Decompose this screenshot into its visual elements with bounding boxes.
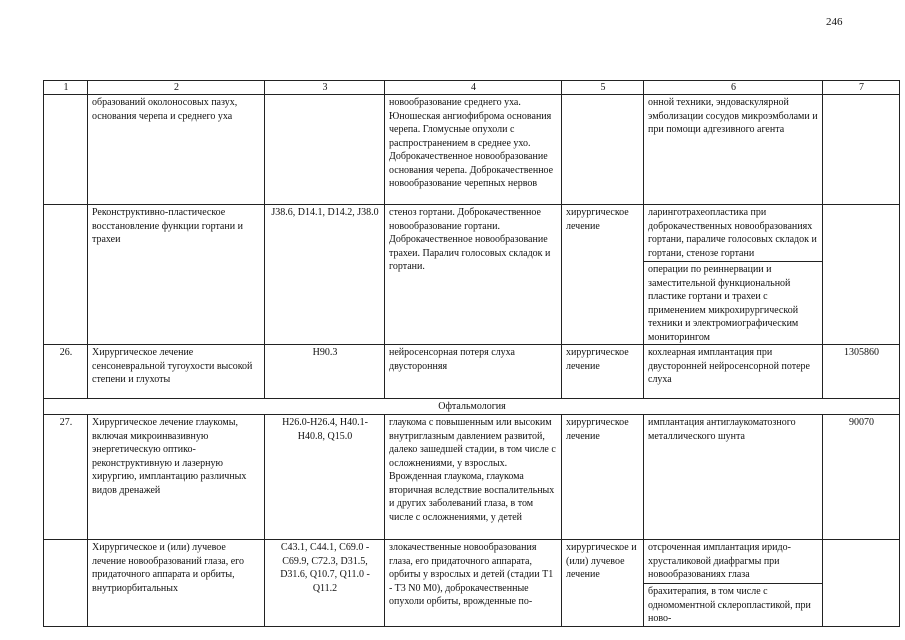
row-number-cell	[44, 205, 88, 345]
section-header-row	[44, 399, 900, 415]
row-number-cell: 26.	[44, 345, 88, 399]
diagnosis-cell: стеноз гортани. Доброкачественное новообразование гортани. Доброкачественное новообразование трахеи. Паралич голосовых складок и гортани.	[385, 205, 562, 345]
treatment-profile-cell: образований околоносовых пазух, основания черепа и среднего уха	[88, 95, 265, 205]
table-row	[44, 205, 900, 262]
treatment-profile-cell: Хирургическое и (или) лучевое лечение новообразований глаза, его придаточного аппарата и орбиты, внутриорбитальных	[88, 540, 265, 627]
row-number-cell: 27.	[44, 415, 88, 540]
page-number: 246	[826, 16, 843, 28]
table-row	[44, 415, 900, 540]
icd-codes-cell: H90.3	[265, 345, 385, 399]
row-number-cell	[44, 540, 88, 627]
table-row	[44, 540, 900, 584]
column-number: 2	[88, 81, 265, 95]
table-row	[44, 95, 900, 205]
treatment-type-cell: хирургическое лечение	[562, 205, 644, 345]
icd-codes-cell: J38.6, D14.1, D14.2, J38.0	[265, 205, 385, 345]
treatment-type-cell: хирургическое лечение	[562, 415, 644, 540]
column-number-header-row	[44, 81, 900, 95]
cost-cell	[823, 205, 900, 345]
diagnosis-cell: глаукома с повышенным или высоким внутриглазным давлением развитой, далеко зашедшей стадии, в том числе с осложнениями, у взрослых. Врожденная глаукома, глаукома вторичная вследствие воспалительных и других заболеваний глаза, в том числе с осложнениями, у детей	[385, 415, 562, 540]
column-number: 4	[385, 81, 562, 95]
icd-codes-cell: C43.1, C44.1, C69.0 - C69.9, C72.3, D31.5, D31.6, Q10.7, Q11.0 - Q11.2	[265, 540, 385, 627]
cost-cell: 1305860	[823, 345, 900, 399]
method-cell: имплантация антиглаукоматозного металлического шунта	[644, 415, 823, 540]
icd-codes-cell	[265, 95, 385, 205]
medical-procedures-table	[43, 80, 900, 627]
column-number: 1	[44, 81, 88, 95]
treatment-type-cell	[562, 95, 644, 205]
diagnosis-cell: нейросенсорная потеря слуха двусторонняя	[385, 345, 562, 399]
method-cell: отсроченная имплантация иридо-хрусталиковой диафрагмы при новообразованиях глаза	[644, 540, 823, 584]
treatment-profile-cell: Хирургическое лечение глаукомы, включая микроинвазивную энергетическую оптико-реконструктивную и лазерную хирургию, имплантацию различных видов дренажей	[88, 415, 265, 540]
diagnosis-cell: новообразование среднего уха. Юношеская ангиофиброма основания черепа. Гломусные опухоли с распространением в среднее ухо. Доброкачественное новообразование основания черепа. Доброкачественное новообразование черепных нервов	[385, 95, 562, 205]
cost-cell	[823, 95, 900, 205]
method-cell: онной техники, эндоваскулярной эмболизации сосудов микроэмболами и при помощи адгезивного агента	[644, 95, 823, 205]
column-number: 7	[823, 81, 900, 95]
table-row	[44, 345, 900, 399]
method-cell: ларинготрахеопластика при доброкачественных новообразованиях гортани, параличе голосовых складок и гортани, стенозе гортани	[644, 205, 823, 262]
cost-cell	[823, 540, 900, 627]
treatment-profile-cell: Хирургическое лечение сенсоневральной тугоухости высокой степени и глухоты	[88, 345, 265, 399]
icd-codes-cell: H26.0-H26.4, H40.1-H40.8, Q15.0	[265, 415, 385, 540]
section-title: Офтальмология	[44, 399, 900, 415]
treatment-type-cell: хирургическое и (или) лучевое лечение	[562, 540, 644, 627]
column-number: 6	[644, 81, 823, 95]
column-number: 3	[265, 81, 385, 95]
method-cell: брахитерапия, в том числе с одномоментной склеропластикой, при ново-	[644, 584, 823, 627]
treatment-type-cell: хирургическое лечение	[562, 345, 644, 399]
row-number-cell	[44, 95, 88, 205]
method-cell: кохлеарная имплантация при двусторонней нейросенсорной потере слуха	[644, 345, 823, 399]
diagnosis-cell: злокачественные новообразования глаза, его придаточного аппарата, орбиты у взрослых и детей (стадии T1 - T3 N0 M0), доброкачественные опухоли орбиты, врожденные по-	[385, 540, 562, 627]
column-number: 5	[562, 81, 644, 95]
treatment-profile-cell: Реконструктивно-пластическое восстановление функции гортани и трахеи	[88, 205, 265, 345]
method-cell: операции по реиннервации и заместительной функциональной пластике гортани и трахеи с применением микрохирургической техники и электромиографическим мониторингом	[644, 262, 823, 345]
cost-cell: 90070	[823, 415, 900, 540]
